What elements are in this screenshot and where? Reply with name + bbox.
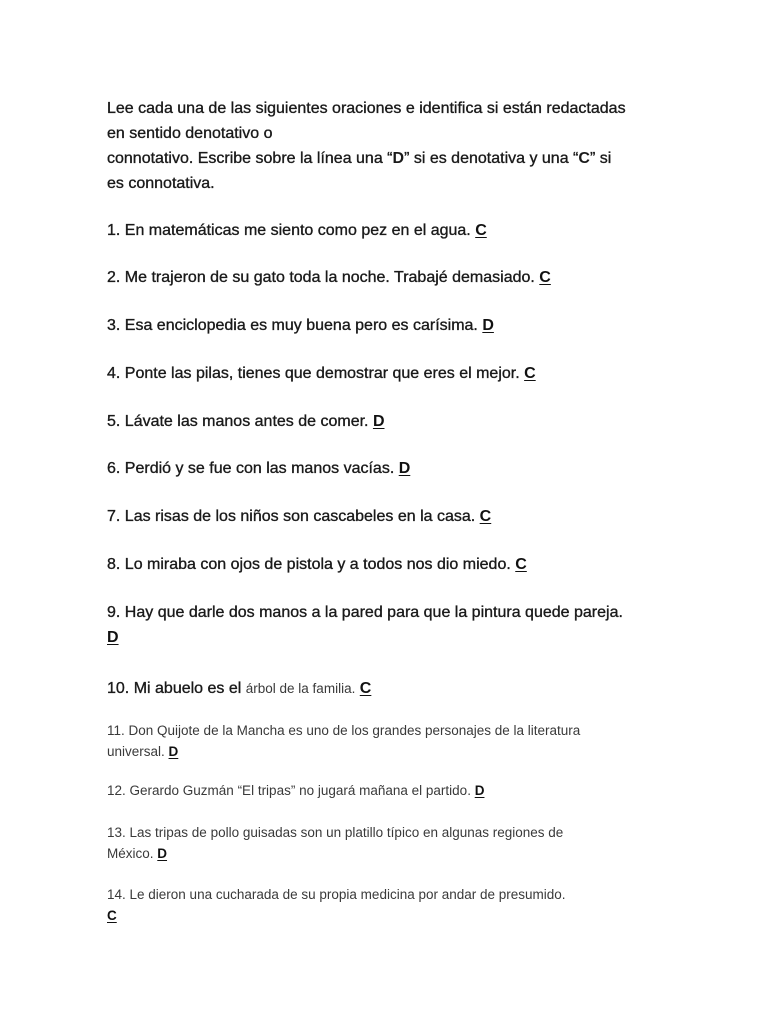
- answer-5: D: [372, 413, 385, 430]
- instructions-line-4: es connotativa.: [107, 175, 215, 192]
- instructions-line-1: Lee cada una de las siguientes oraciones e identifica si están redactadas: [107, 100, 626, 117]
- answer-3: D: [482, 317, 494, 334]
- item-11: 11. Don Quijote de la Mancha es uno de los grandes personajes de la literatura universal. D: [107, 723, 581, 759]
- instructions: [107, 96, 708, 196]
- answer-8: C: [515, 556, 527, 573]
- item-3: 3. Esa enciclopedia es muy buena pero es carísima. D: [107, 317, 494, 334]
- item-14: 14. Le dieron una cucharada de su propia medicina por andar de presumido. C: [107, 884, 708, 926]
- instructions-line-3: connotativo. Escribe sobre la línea una “D” si es denotativa y una “C” si: [107, 150, 612, 167]
- item-6: 6. Perdió y se fue con las manos vacías. D: [107, 460, 411, 477]
- item-10: 10. Mi abuelo es el árbol de la familia. C: [107, 680, 372, 697]
- answer-12: D: [474, 783, 485, 798]
- answer-13: D: [157, 846, 168, 861]
- answer-7: C: [479, 508, 492, 525]
- answer-2: C: [539, 269, 551, 286]
- answer-14: C: [107, 908, 117, 923]
- answer-1: C: [475, 222, 487, 239]
- answer-9: D: [107, 629, 119, 646]
- item-4: 4. Ponte las pilas, tienes que demostrar que eres el mejor. C: [107, 365, 536, 382]
- answer-11: D: [168, 744, 179, 759]
- answer-4: C: [524, 365, 536, 382]
- item-8: 8. Lo miraba con ojos de pistola y a todos nos dio miedo. C: [107, 556, 527, 573]
- item-9: 9. Hay que darle dos manos a la pared para que la pintura quede pareja. D: [107, 600, 708, 650]
- instructions-line-2: en sentido denotativo o: [107, 125, 273, 142]
- item-12: 12. Gerardo Guzmán “El tripas” no jugará mañana el partido. D: [107, 783, 485, 798]
- item-7: 7. Las risas de los niños son cascabeles en la casa. C: [107, 508, 492, 525]
- answer-10: C: [359, 680, 372, 697]
- item-13: 13. Las tripas de pollo guisadas son un platillo típico en algunas regiones de México. D: [107, 825, 564, 861]
- item-5: 5. Lávate las manos antes de comer. D: [107, 413, 385, 430]
- item-2: 2. Me trajeron de su gato toda la noche. Trabajé demasiado. C: [107, 269, 551, 286]
- item-1: 1. En matemáticas me siento como pez en el agua. C: [107, 222, 487, 239]
- answer-6: D: [398, 460, 411, 477]
